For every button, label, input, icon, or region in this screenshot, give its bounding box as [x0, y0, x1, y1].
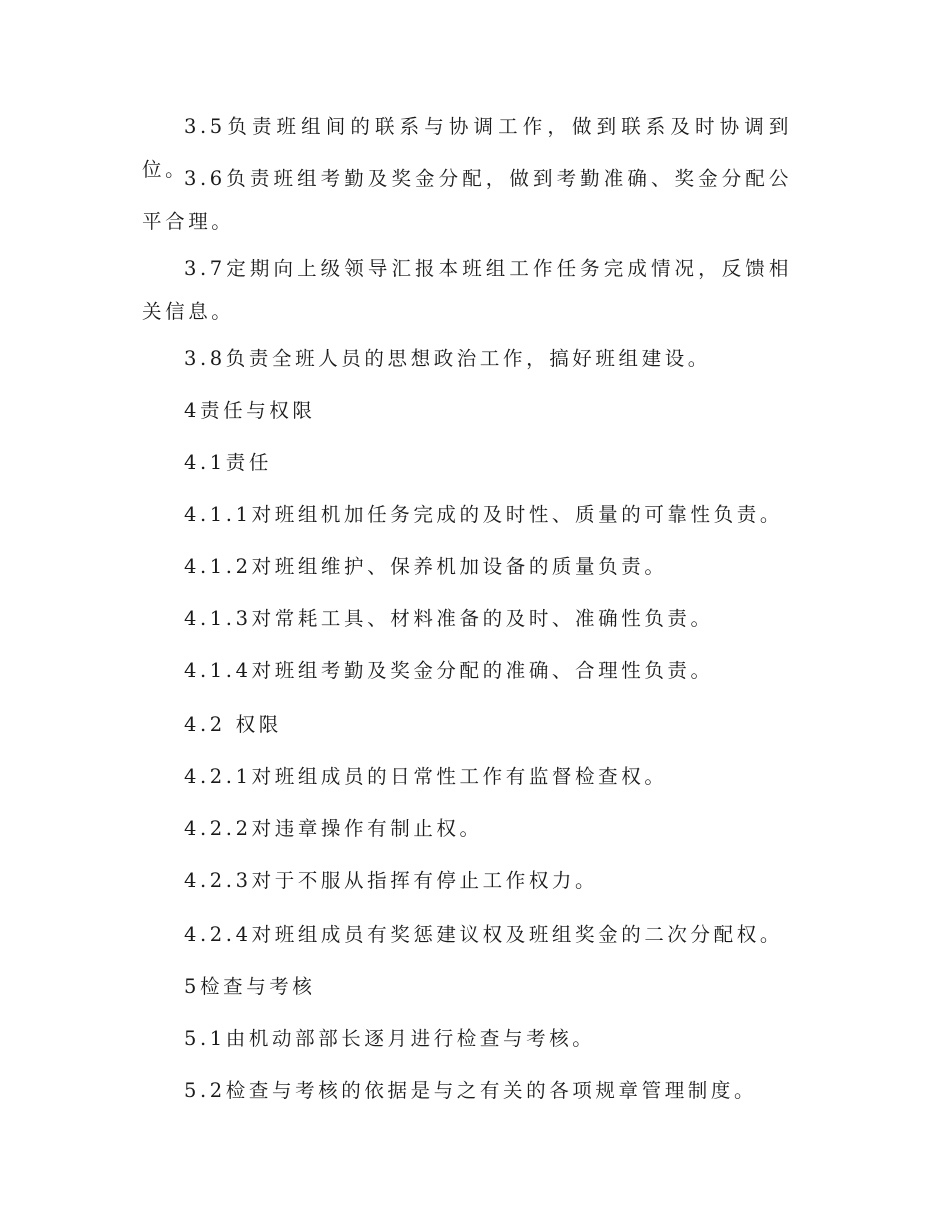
subsection-heading-4-1: 4.1责任 [184, 451, 273, 474]
paragraph-3-5: 3.5负责班组间的联系与协调工作，做到联系及时协调到位。 [142, 115, 792, 181]
paragraph-5-2: 5.2检查与考核的依据是与之有关的各项规章管理制度。 [184, 1079, 758, 1102]
subsection-heading-4-2: 4.2 权限 [184, 713, 282, 736]
paragraph-4-1-3: 4.1.3对常耗工具、材料准备的及时、准确性负责。 [184, 607, 714, 630]
paragraph-5-1: 5.1由机动部部长逐月进行检查与考核。 [184, 1027, 596, 1050]
section-heading-5: 5检查与考核 [184, 975, 316, 998]
paragraph-3-7: 3.7定期向上级领导汇报本班组工作任务完成情况，反馈相关信息。 [142, 257, 792, 323]
paragraph-4-2-3: 4.2.3对于不服从指挥有停止工作权力。 [184, 869, 599, 892]
paragraph-4-1-1: 4.1.1对班组机加任务完成的及时性、质量的可靠性负责。 [184, 503, 783, 526]
paragraph-4-1-4: 4.1.4对班组考勤及奖金分配的准确、合理性负责。 [184, 659, 714, 682]
paragraph-3-8: 3.8负责全班人员的思想政治工作，搞好班组建设。 [184, 347, 711, 370]
paragraph-3-6: 3.6负责班组考勤及奖金分配，做到考勤准确、奖金分配公平合理。 [142, 167, 792, 233]
paragraph-4-2-1: 4.2.1对班组成员的日常性工作有监督检查权。 [184, 765, 668, 788]
paragraph-4-2-4: 4.2.4对班组成员有奖惩建议权及班组奖金的二次分配权。 [184, 923, 783, 946]
paragraph-4-2-2: 4.2.2对违章操作有制止权。 [184, 817, 483, 840]
paragraph-4-1-2: 4.1.2对班组维护、保养机加设备的质量负责。 [184, 555, 668, 578]
section-heading-4: 4责任与权限 [184, 399, 316, 422]
